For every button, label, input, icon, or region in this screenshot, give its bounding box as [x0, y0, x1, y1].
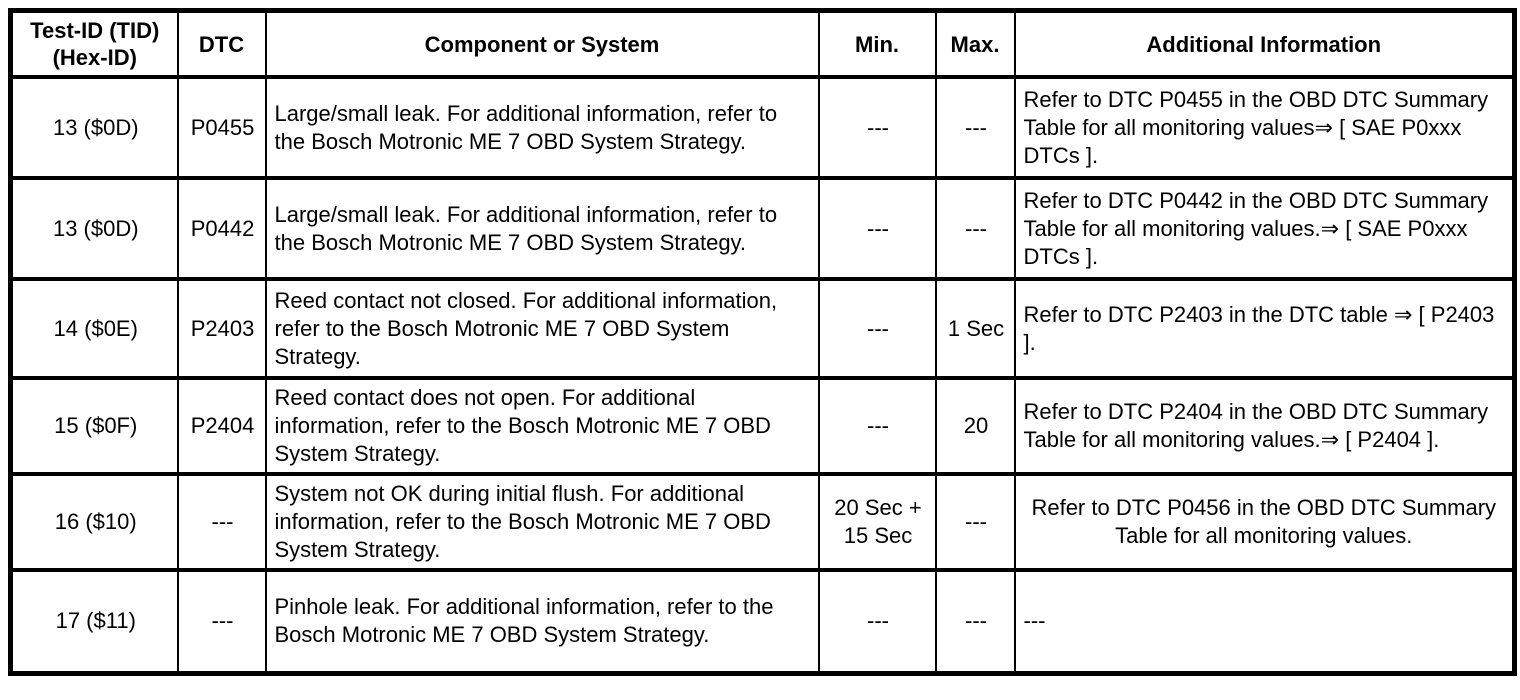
- col-header-component: Component or System: [266, 11, 819, 78]
- cell-min: ---: [819, 570, 936, 673]
- table-row: [11, 570, 1515, 673]
- cell-max: ---: [936, 474, 1015, 570]
- cell-test-id: 13 ($0D): [11, 77, 178, 178]
- col-header-test-id: Test-ID (TID) (Hex-ID): [11, 11, 178, 78]
- col-header-additional-info: Additional Information: [1015, 11, 1515, 78]
- table-row: [11, 474, 1515, 570]
- cell-max: 20: [936, 378, 1015, 474]
- cell-component: System not OK during initial flush. For additional information, refer to the Bosch Motronic ME 7 OBD System Strategy.: [266, 474, 819, 570]
- cell-max: ---: [936, 77, 1015, 178]
- cell-test-id: 14 ($0E): [11, 279, 178, 378]
- cell-additional-info: Refer to DTC P0455 in the OBD DTC Summary Table for all monitoring values⇒ [ SAE P0xxx DTCs ].: [1015, 77, 1515, 178]
- cell-additional-info: Refer to DTC P0456 in the OBD DTC Summary Table for all monitoring values.: [1015, 474, 1515, 570]
- table-row: [11, 378, 1515, 474]
- cell-test-id: 16 ($10): [11, 474, 178, 570]
- cell-additional-info: Refer to DTC P2404 in the OBD DTC Summary Table for all monitoring values.⇒ [ P2404 ].: [1015, 378, 1515, 474]
- cell-dtc: P0455: [178, 77, 266, 178]
- cell-dtc: P2403: [178, 279, 266, 378]
- table-header-row: [11, 11, 1515, 78]
- cell-min: ---: [819, 178, 936, 279]
- cell-dtc: P2404: [178, 378, 266, 474]
- col-header-dtc: DTC: [178, 11, 266, 78]
- table-row: [11, 279, 1515, 378]
- cell-additional-info: Refer to DTC P2403 in the DTC table ⇒ [ P2403 ].: [1015, 279, 1515, 378]
- cell-dtc: ---: [178, 474, 266, 570]
- cell-min: ---: [819, 378, 936, 474]
- cell-max: ---: [936, 178, 1015, 279]
- cell-min: ---: [819, 77, 936, 178]
- cell-component: Reed contact does not open. For additional information, refer to the Bosch Motronic ME 7 OBD System Strategy.: [266, 378, 819, 474]
- col-header-max: Max.: [936, 11, 1015, 78]
- cell-min: 20 Sec + 15 Sec: [819, 474, 936, 570]
- col-header-min: Min.: [819, 11, 936, 78]
- cell-test-id: 15 ($0F): [11, 378, 178, 474]
- obd-test-spec-table: [8, 8, 1517, 676]
- cell-component: Large/small leak. For additional information, refer to the Bosch Motronic ME 7 OBD System Strategy.: [266, 77, 819, 178]
- cell-component: Reed contact not closed. For additional information, refer to the Bosch Motronic ME 7 OBD System Strategy.: [266, 279, 819, 378]
- cell-additional-info: ---: [1015, 570, 1515, 673]
- cell-max: ---: [936, 570, 1015, 673]
- table-row: [11, 178, 1515, 279]
- cell-max: 1 Sec: [936, 279, 1015, 378]
- cell-dtc: ---: [178, 570, 266, 673]
- cell-additional-info: Refer to DTC P0442 in the OBD DTC Summary Table for all monitoring values.⇒ [ SAE P0xxx DTCs ].: [1015, 178, 1515, 279]
- cell-min: ---: [819, 279, 936, 378]
- cell-dtc: P0442: [178, 178, 266, 279]
- table-row: [11, 77, 1515, 178]
- cell-test-id: 17 ($11): [11, 570, 178, 673]
- cell-component: Large/small leak. For additional information, refer to the Bosch Motronic ME 7 OBD System Strategy.: [266, 178, 819, 279]
- cell-test-id: 13 ($0D): [11, 178, 178, 279]
- cell-component: Pinhole leak. For additional information, refer to the Bosch Motronic ME 7 OBD System Strategy.: [266, 570, 819, 673]
